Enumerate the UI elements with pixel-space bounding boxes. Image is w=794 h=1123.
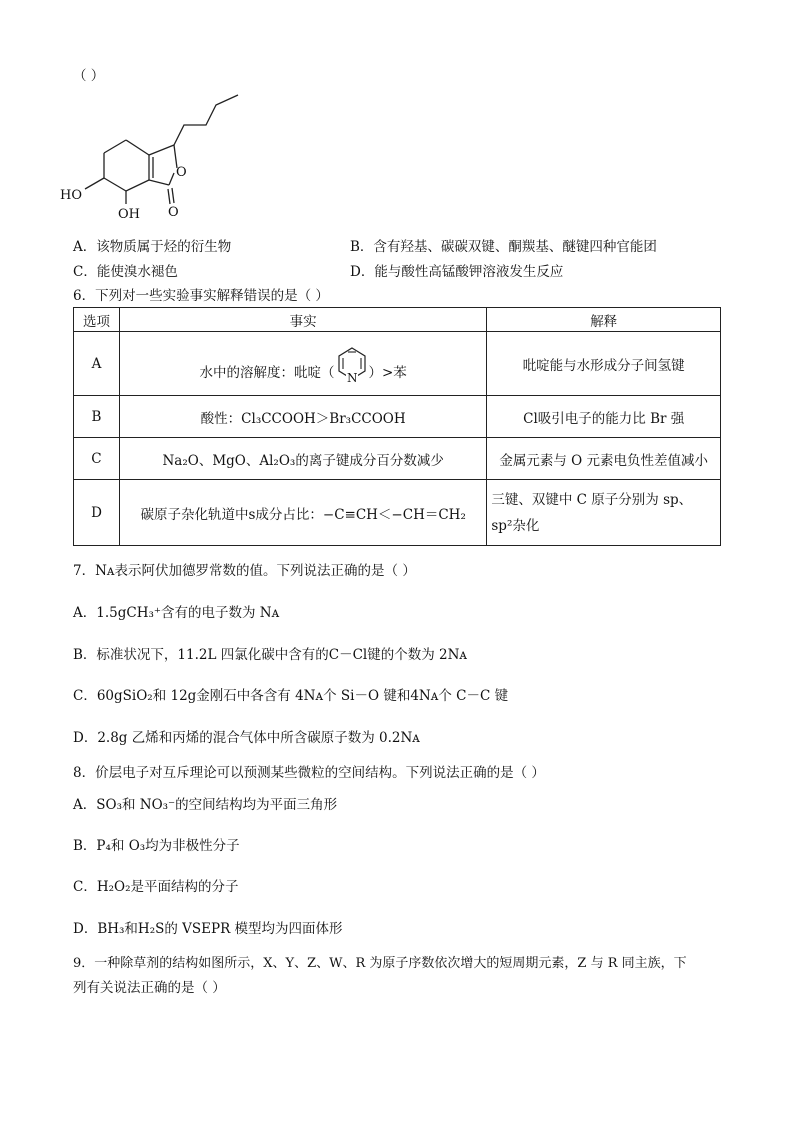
q8-option-b: B．P₄和 O₃均为非极性分子	[73, 838, 240, 854]
q9-stem-line1: 9．一种除草剂的结构如图所示，X、Y、Z、W、R 为原子序数依次增大的短周期元素，Z 与 R 同主族，下	[73, 956, 687, 971]
svg-text:N: N	[346, 370, 357, 384]
hydroxyl-label-2: OH	[118, 207, 140, 222]
q5-option-a: A．该物质属于烃的衍生物	[73, 239, 232, 255]
q5-option-c: C．能使溴水褪色	[73, 264, 178, 280]
carbonyl-oxygen-label: O	[168, 205, 179, 220]
butyl-chain	[174, 95, 238, 145]
row-option: C	[74, 438, 120, 480]
q8-option-c: C．H₂O₂是平面结构的分子	[73, 879, 239, 895]
row-option: A	[74, 332, 120, 396]
q5-option-b: B．含有羟基、碳碳双键、酮羰基、醚键四种官能团	[350, 239, 657, 255]
row-reason: 吡啶能与水形成分子间氢键	[487, 332, 721, 396]
q8-option-d: D．BH₃和H₂S的 VSEPR 模型均为四面体形	[73, 921, 343, 937]
row-option: D	[74, 480, 120, 546]
q6-stem: 6．下列对一些实验事实解释错误的是（ ）	[73, 288, 329, 304]
q5-option-d: D．能与酸性高锰酸钾溶液发生反应	[350, 264, 564, 280]
row-reason: 金属元素与 O 元素电负性差值减小	[487, 438, 721, 480]
table-header-row	[74, 308, 721, 332]
row-fact: 水中的溶解度：吡啶（ N ）>苯	[119, 332, 486, 396]
row-reason: 三键、双键中 C 原子分别为 sp、 sp²杂化	[487, 480, 721, 546]
q8-option-a: A．SO₃和 NO₃⁻的空间结构均为平面三角形	[73, 797, 338, 813]
q9-stem-line2: 列有关说法正确的是（ ）	[73, 980, 226, 996]
row-fact: 酸性：Cl₃CCOOH＞Br₃CCOOH	[119, 396, 486, 438]
q7-option-b: B．标准状况下，11.2L 四氯化碳中含有的C－Cl键的个数为 2Nᴀ	[73, 647, 468, 663]
row-fact: 碳原子杂化轨道中s成分占比：−C≡CH＜−CH＝CH₂	[119, 480, 486, 546]
hydroxyl-label-1: HO	[60, 188, 82, 203]
table-row	[74, 332, 721, 396]
q5-answer-bracket: （ ）	[73, 68, 105, 84]
q7-option-d: D．2.8g 乙烯和丙烯的混合气体中所含碳原子数为 0.2Nᴀ	[73, 730, 420, 746]
table-row	[74, 438, 721, 480]
q5-structure-diagram	[60, 88, 260, 238]
row-reason: Cl吸引电子的能力比 Br 强	[487, 396, 721, 438]
header-reason: 解释	[487, 308, 721, 332]
header-fact: 事实	[119, 308, 486, 332]
q8-stem: 8．价层电子对互斥理论可以预测某些微粒的空间结构。下列说法正确的是（ ）	[73, 765, 545, 781]
table-row	[74, 396, 721, 438]
pyridine-structure	[335, 344, 369, 384]
q6-table	[73, 307, 721, 546]
ring-oxygen-label: O	[176, 165, 187, 180]
row-fact: Na₂O、MgO、Al₂O₃的离子键成分百分数减少	[119, 438, 486, 480]
q7-option-c: C．60gSiO₂和 12g金刚石中各含有 4Nᴀ个 Si－O 键和4Nᴀ个 C－C 键	[73, 688, 509, 704]
header-option: 选项	[74, 308, 120, 332]
q7-stem: 7．Nᴀ表示阿伏加德罗常数的值。下列说法正确的是（ ）	[73, 563, 416, 579]
table-row	[74, 480, 721, 546]
row-option: B	[74, 396, 120, 438]
q7-option-a: A．1.5gCH₃⁺含有的电子数为 Nᴀ	[73, 605, 280, 621]
